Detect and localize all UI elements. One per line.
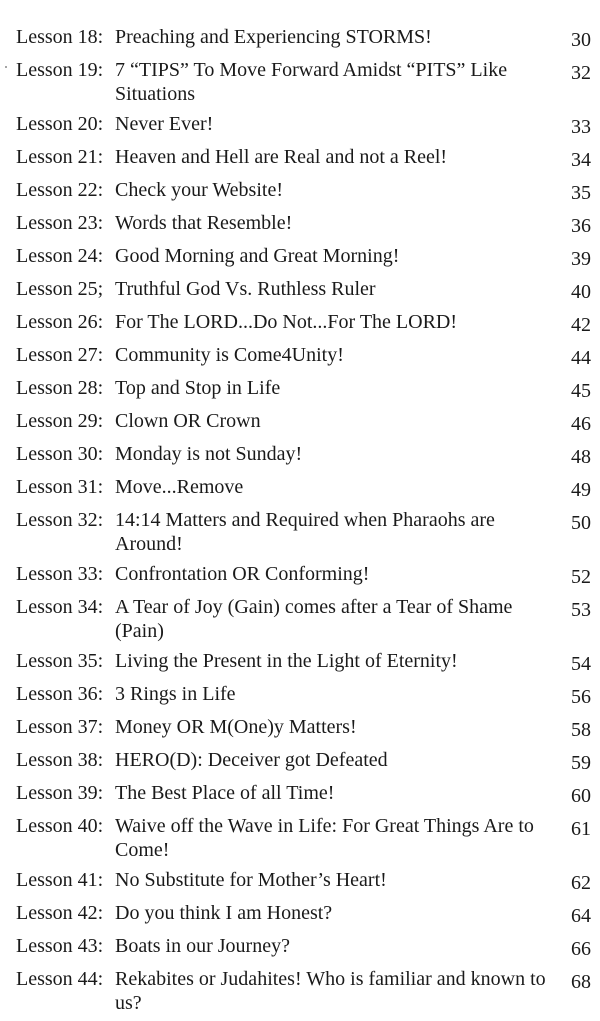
toc-entry	[0, 25, 600, 58]
page-number: 48	[571, 446, 591, 468]
lesson-title: A Tear of Joy (Gain) comes after a Tear of Shame (Pain)	[115, 596, 513, 642]
page-number: 36	[571, 215, 591, 237]
page-number: 42	[571, 314, 591, 336]
toc-entry	[0, 508, 600, 562]
toc-entry	[0, 376, 600, 409]
table-of-contents	[0, 25, 600, 1021]
lesson-number: Lesson 41:	[16, 869, 104, 891]
lesson-title: Top and Stop in Life	[115, 377, 281, 399]
lesson-title: Check your Website!	[115, 179, 283, 201]
lesson-title: 14:14 Matters and Required when Pharaohs are Around!	[115, 509, 495, 555]
page-number: 59	[571, 752, 591, 774]
lesson-title: 7 “TIPS” To Move Forward Amidst “PITS” Like Situations	[115, 59, 508, 105]
page-number: 49	[571, 479, 591, 501]
page-number: 50	[571, 512, 591, 534]
lesson-title: Waive off the Wave in Life: For Great Things Are to Come!	[115, 815, 534, 861]
page-number: 62	[571, 872, 591, 894]
lesson-number: Lesson 22:	[16, 179, 104, 201]
page-number: 52	[571, 566, 591, 588]
page-number: 34	[571, 149, 591, 171]
lesson-title: Do you think I am Honest?	[115, 902, 333, 924]
lesson-number: Lesson 40:	[16, 815, 104, 837]
lesson-number: Lesson 30:	[16, 443, 104, 465]
lesson-number: Lesson 20:	[16, 113, 104, 135]
toc-entry	[0, 409, 600, 442]
lesson-number: Lesson 18:	[16, 26, 104, 48]
page-number: 45	[571, 380, 591, 402]
lesson-title: Money OR M(One)y Matters!	[115, 716, 357, 738]
page-number: 58	[571, 719, 591, 741]
lesson-number: Lesson 24:	[16, 245, 104, 267]
toc-entry	[0, 967, 600, 1021]
lesson-number: Lesson 21:	[16, 146, 104, 168]
lesson-title: No Substitute for Mother’s Heart!	[115, 869, 387, 891]
lesson-number: Lesson 23:	[16, 212, 104, 234]
lesson-title: Rekabites or Judahites! Who is familiar and known to us?	[115, 968, 546, 1014]
lesson-title: Preaching and Experiencing STORMS!	[115, 26, 432, 48]
page-number: 40	[571, 281, 591, 303]
lesson-number: Lesson 35:	[16, 650, 104, 672]
lesson-number: Lesson 32:	[16, 509, 104, 531]
lesson-title: Community is Come4Unity!	[115, 344, 344, 366]
lesson-number: Lesson 39:	[16, 782, 104, 804]
page-number: 66	[571, 938, 591, 960]
lesson-title: 3 Rings in Life	[115, 683, 236, 705]
toc-entry	[0, 595, 600, 649]
toc-entry	[0, 475, 600, 508]
toc-entry	[0, 178, 600, 211]
lesson-number: Lesson 42:	[16, 902, 104, 924]
lesson-title: Heaven and Hell are Real and not a Reel!	[115, 146, 448, 168]
page-number: 61	[571, 818, 591, 840]
lesson-number: Lesson 27:	[16, 344, 104, 366]
toc-entry	[0, 781, 600, 814]
toc-entry	[0, 814, 600, 868]
lesson-title: Words that Resemble!	[115, 212, 293, 234]
lesson-number: Lesson 19:	[16, 59, 104, 81]
lesson-number: Lesson 37:	[16, 716, 104, 738]
toc-entry	[0, 211, 600, 244]
toc-entry	[0, 343, 600, 376]
toc-entry	[0, 310, 600, 343]
lesson-title: For The LORD...Do Not...For The LORD!	[115, 311, 458, 333]
lesson-number: Lesson 38:	[16, 749, 104, 771]
lesson-number: Lesson 25;	[16, 278, 104, 300]
lesson-number: Lesson 31:	[16, 476, 104, 498]
toc-entry	[0, 934, 600, 967]
toc-entry	[0, 145, 600, 178]
page-number: 33	[571, 116, 591, 138]
toc-entry	[0, 748, 600, 781]
lesson-title: Good Morning and Great Morning!	[115, 245, 400, 267]
page-number: 32	[571, 62, 591, 84]
toc-entry	[0, 868, 600, 901]
page-number: 46	[571, 413, 591, 435]
page-number: 30	[571, 29, 591, 51]
page-number: 44	[571, 347, 591, 369]
lesson-title: Boats in our Journey?	[115, 935, 290, 957]
toc-entry	[0, 277, 600, 310]
lesson-number: Lesson 44:	[16, 968, 104, 990]
toc-entry	[0, 649, 600, 682]
lesson-title: Monday is not Sunday!	[115, 443, 303, 465]
page-number: 53	[571, 599, 591, 621]
lesson-number: Lesson 33:	[16, 563, 104, 585]
lesson-number: Lesson 26:	[16, 311, 104, 333]
page-number: 60	[571, 785, 591, 807]
lesson-title: HERO(D): Deceiver got Defeated	[115, 749, 388, 771]
toc-entry	[0, 715, 600, 748]
lesson-number: Lesson 28:	[16, 377, 104, 399]
lesson-number: Lesson 34:	[16, 596, 104, 618]
lesson-title: Confrontation OR Conforming!	[115, 563, 370, 585]
toc-entry	[0, 901, 600, 934]
lesson-title: Never Ever!	[115, 113, 214, 135]
lesson-title: Move...Remove	[115, 476, 244, 498]
page-number: 56	[571, 686, 591, 708]
toc-entry	[0, 562, 600, 595]
lesson-title: Living the Present in the Light of Eternity!	[115, 650, 458, 672]
toc-entry	[0, 112, 600, 145]
lesson-title: Clown OR Crown	[115, 410, 261, 432]
page-number: 39	[571, 248, 591, 270]
lesson-title: The Best Place of all Time!	[115, 782, 335, 804]
lesson-number: Lesson 43:	[16, 935, 104, 957]
lesson-number: Lesson 36:	[16, 683, 104, 705]
page-number: 68	[571, 971, 591, 993]
page-number: 54	[571, 653, 591, 675]
page-number: 64	[571, 905, 591, 927]
lesson-number: Lesson 29:	[16, 410, 104, 432]
toc-entry	[0, 244, 600, 277]
lesson-title: Truthful God Vs. Ruthless Ruler	[115, 278, 376, 300]
toc-entry	[0, 58, 600, 112]
page-number: 35	[571, 182, 591, 204]
toc-entry	[0, 682, 600, 715]
toc-entry	[0, 442, 600, 475]
